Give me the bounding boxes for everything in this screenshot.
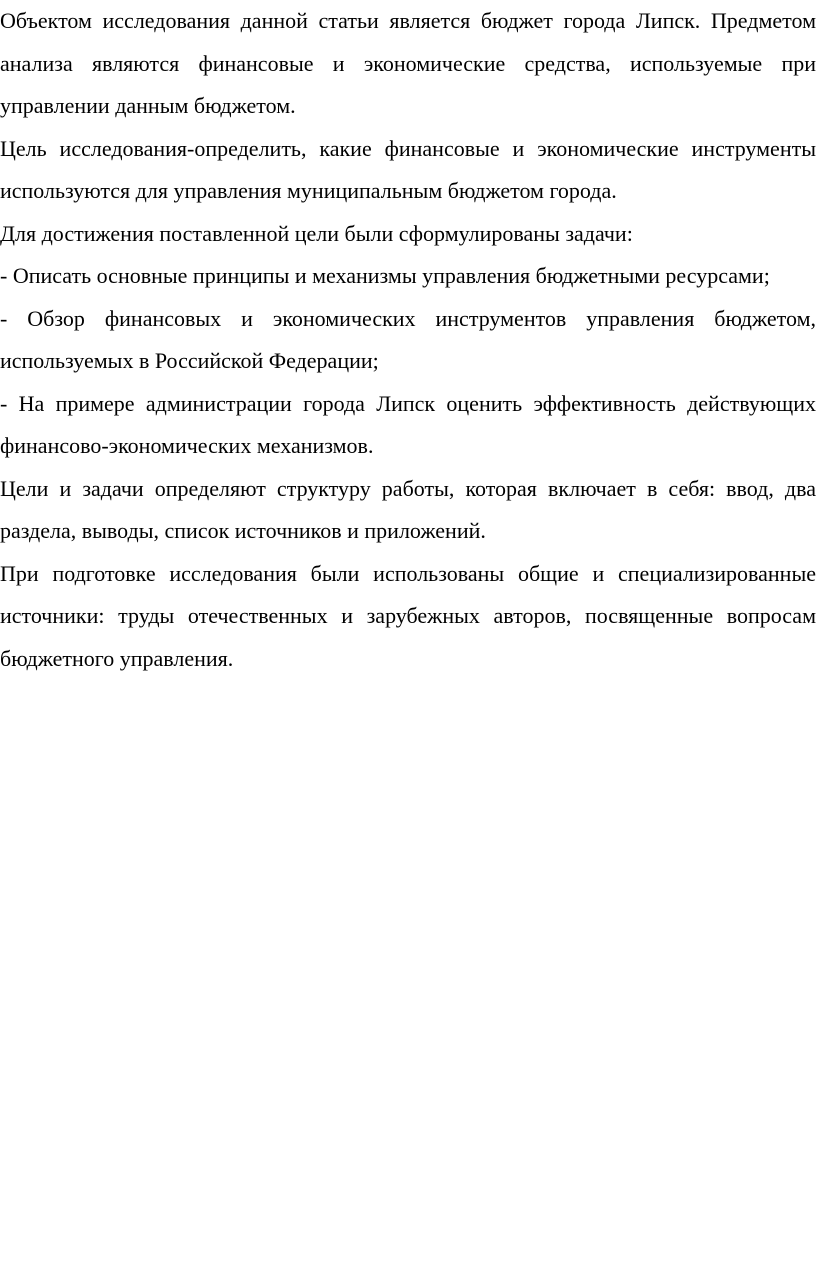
paragraph-research-goal: Цель исследования-определить, какие финансовые и экономические инструменты используются для управления муниципальным бюджетом города.	[0, 135, 816, 203]
list-item-task-1: - Описать основные принципы и механизмы управления бюджетными ресурсами;	[0, 263, 770, 288]
paragraph-research-object: Объектом исследования данной статьи является бюджет города Липск. Предметом анализа являются финансовые и экономические средства, используемые при управлении данным бюджетом.	[0, 8, 816, 118]
list-item-task-3: - На примере администрации города Липск оценить эффективность действующих финансово-экономических механизмов.	[0, 390, 816, 458]
paragraph-structure: Цели и задачи определяют структуру работы, которая включает в себя: ввод, два раздела, выводы, список источников и приложений.	[0, 475, 816, 543]
paragraph-sources: При подготовке исследования были использованы общие и специализированные источники: труды отечественных и зарубежных авторов, посвященные вопросам бюджетного управления.	[0, 560, 816, 671]
list-item-task-2: - Обзор финансовых и экономических инструментов управления бюджетом, используемых в Российской Федерации;	[0, 305, 816, 373]
paragraph-tasks-intro: Для достижения поставленной цели были сформулированы задачи:	[0, 220, 633, 246]
